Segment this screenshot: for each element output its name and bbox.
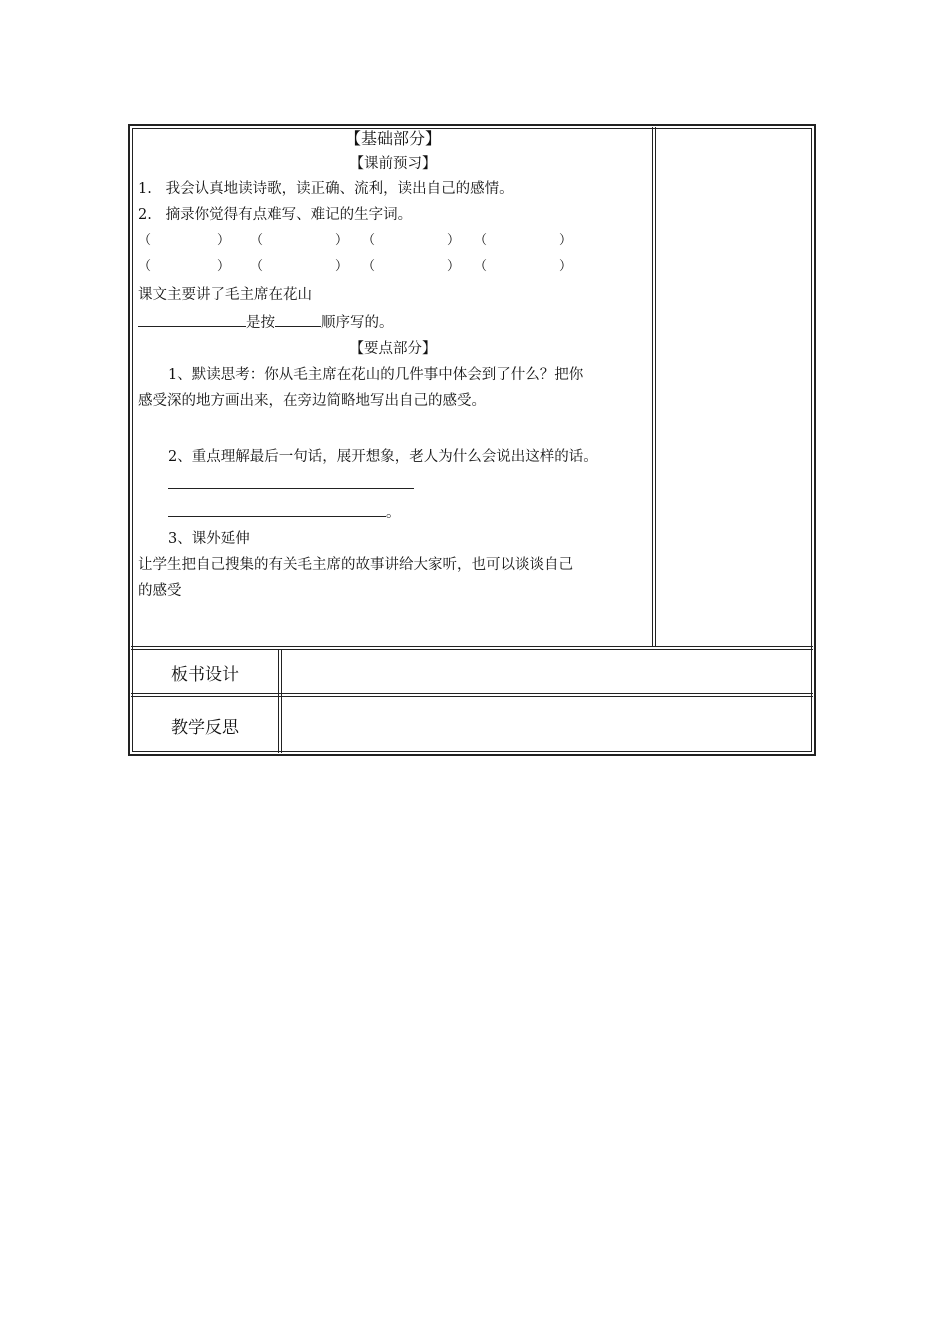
summary-line-2 [138,308,648,336]
answer-end-mark: 。 [386,505,401,521]
vocab-blank[interactable]: （ ） [250,233,349,248]
section-heading-key: 【要点部分】 [349,341,437,357]
vocab-blank[interactable]: （ ） [362,233,461,248]
question-1-line-1: 1、默读思考：你从毛主席在花山的几件事中体会到了什么？把你 [168,367,584,383]
vocab-blank[interactable]: （ ） [362,259,461,274]
section-heading-basic: 【基础部分】 [344,129,441,148]
vocab-blank[interactable]: （ ） [474,233,573,248]
content-bottom-divider-inner [131,649,813,650]
content-bottom-divider [131,646,813,647]
board-design-cell[interactable] [283,651,813,692]
preview-item-2: 2. 摘录你觉得有点难写、难记的生字词。 [138,207,413,223]
question-3: 3、课外延伸 [168,531,250,547]
summary-mid-text: 是按 [246,315,275,331]
board-design-label: 板书设计 [171,665,239,685]
vocab-blank[interactable]: （ ） [138,233,231,248]
vocab-blank-row-1 [138,228,648,254]
extension-line-2: 的感受 [138,583,182,599]
section-heading-preview: 【课前预习】 [349,156,437,172]
answer-line-2 [138,498,648,526]
question-2: 2、重点理解最后一句话，展开想象，老人为什么会说出这样的话。 [168,449,598,465]
label-column-divider-inner [281,649,282,753]
preview-item-1: 1. 我会认真地读诗歌，读正确、流利，读出自己的感情。 [138,181,514,197]
teaching-reflection-label: 教学反思 [171,718,239,738]
vocab-blank-row-2 [138,254,648,280]
summary-suffix-text: 顺序写的。 [321,315,394,331]
answer-line-1 [138,470,648,498]
summary-blank-order[interactable] [275,308,321,327]
summary-blank-content[interactable] [138,308,246,327]
main-content [138,126,648,604]
right-column-divider-inner [655,127,656,647]
teaching-reflection-cell[interactable] [283,698,813,752]
footer-row-divider [131,693,813,694]
vocab-blank[interactable]: （ ） [474,259,573,274]
answer-blank-1[interactable] [168,470,414,489]
footer-row-divider-inner [131,696,813,697]
answer-blank-2[interactable] [168,498,386,517]
vocab-blank[interactable]: （ ） [138,259,231,274]
vocab-blank[interactable]: （ ） [250,259,349,274]
right-column-divider [652,127,653,647]
summary-line-1: 课文主要讲了毛主席在花山 [138,287,312,303]
question-1-line-2: 感受深的地方画出来，在旁边简略地写出自己的感受。 [138,393,486,409]
notes-column-cell[interactable] [657,128,813,646]
extension-line-1: 让学生把自己搜集的有关毛主席的故事讲给大家听，也可以谈谈自己 [138,557,573,573]
